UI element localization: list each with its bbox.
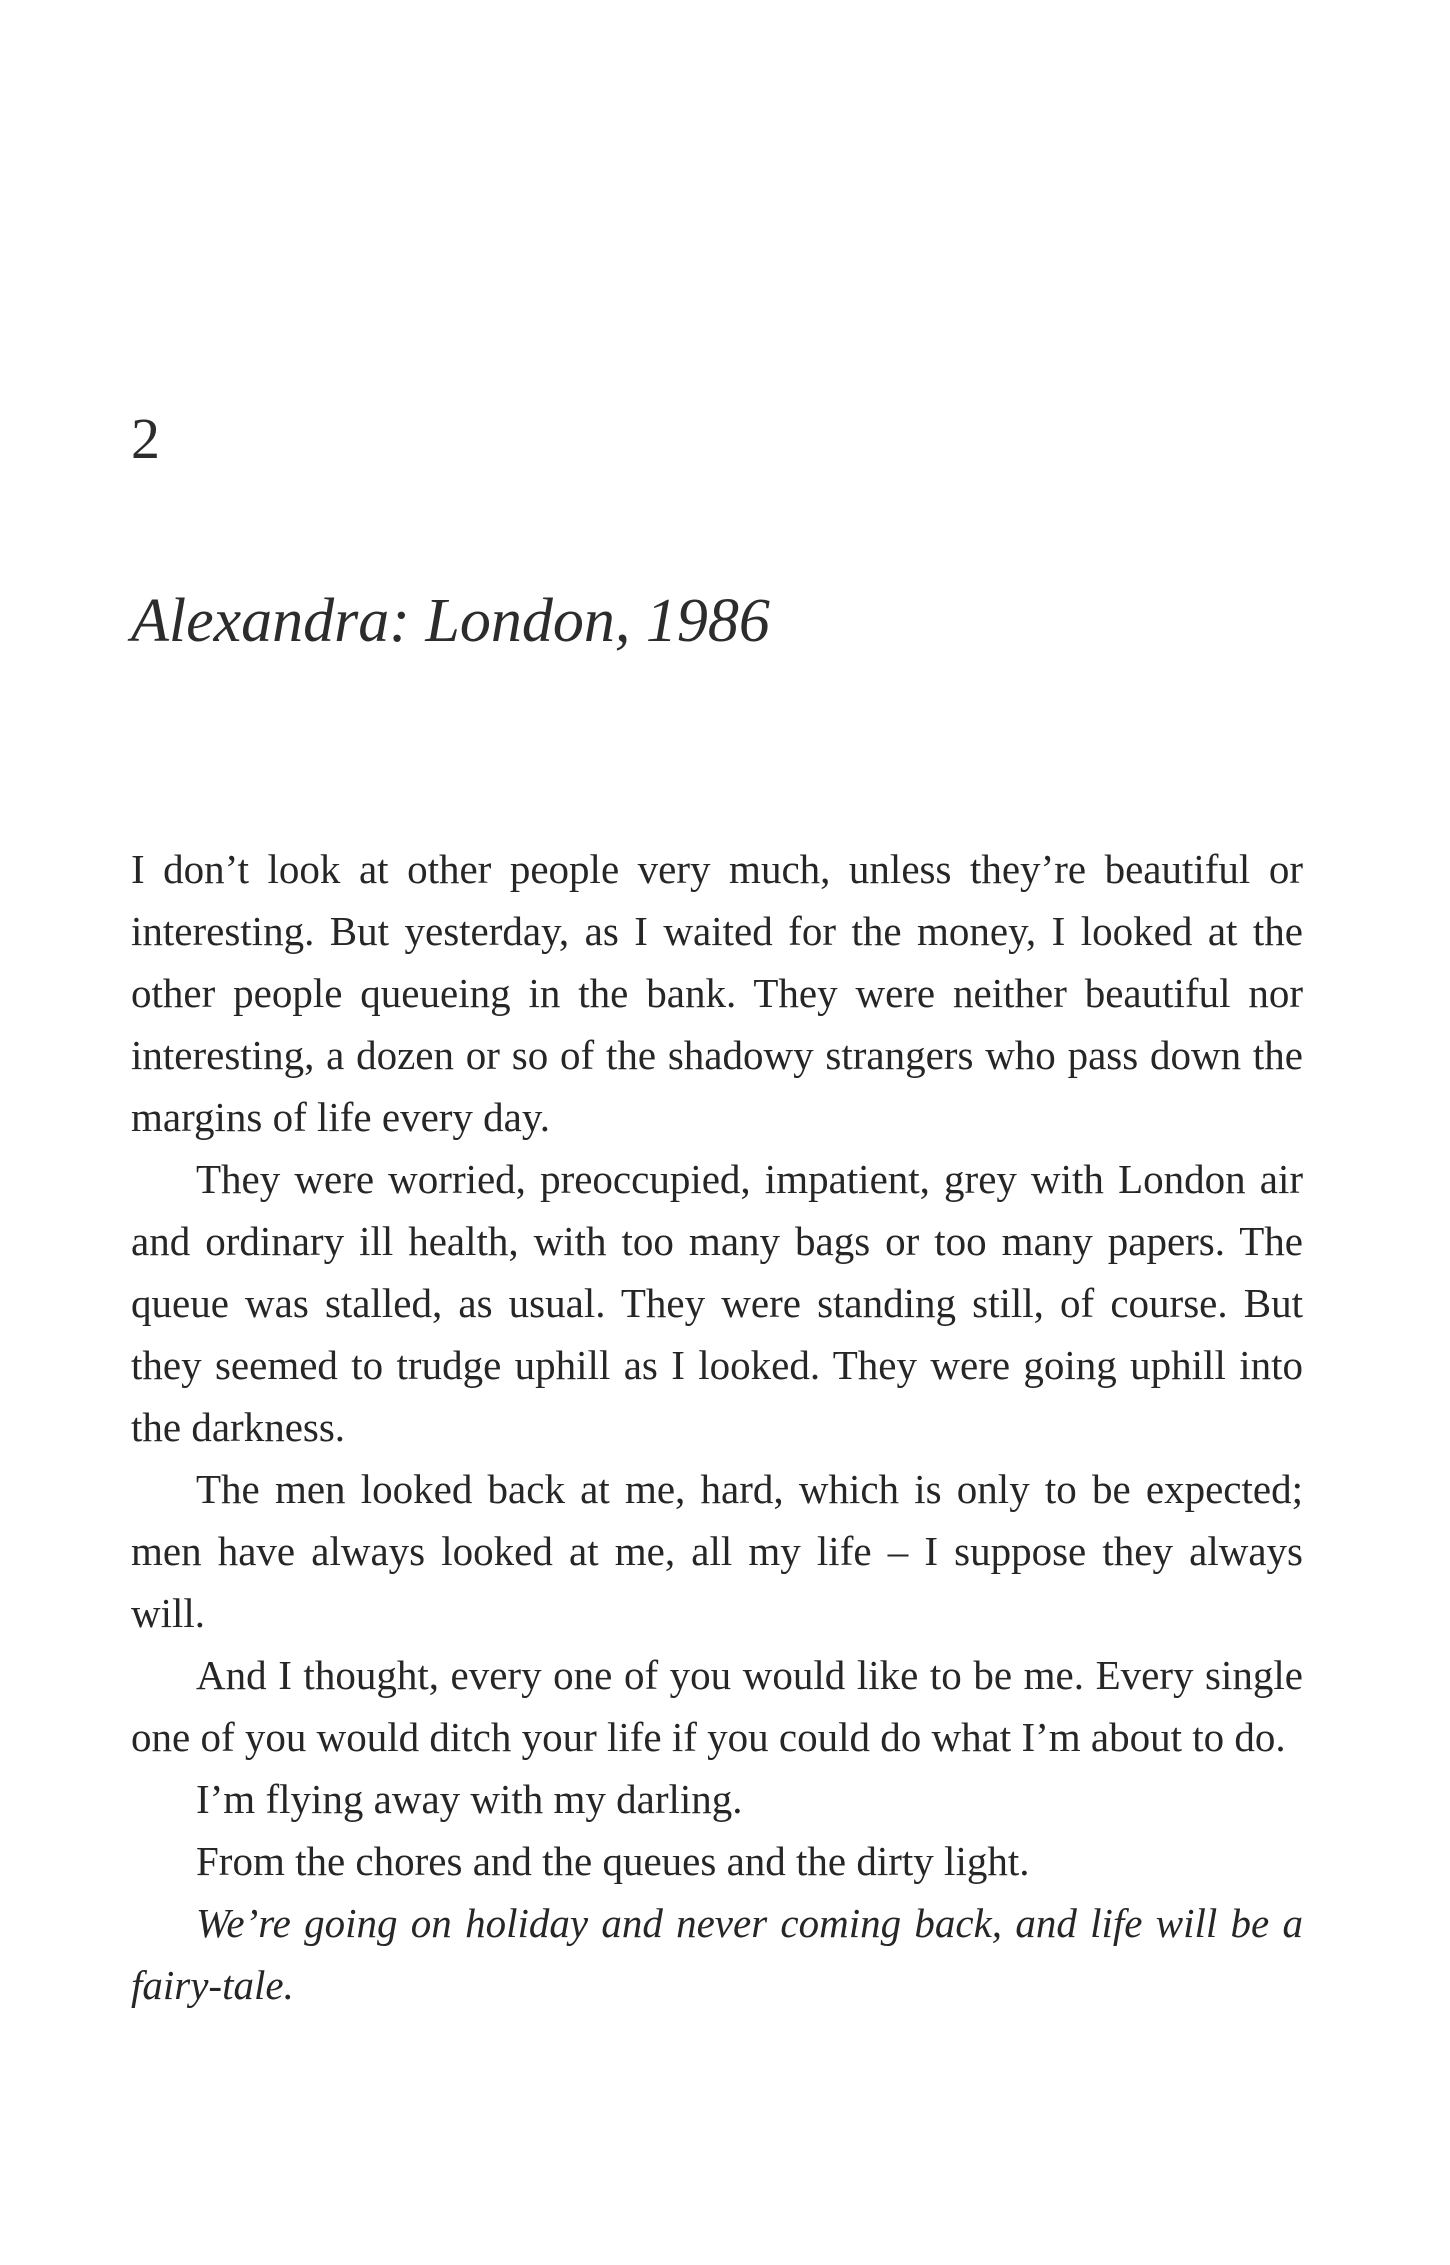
chapter-title: Alexandra: London, 1986 — [131, 587, 770, 655]
body-text — [131, 838, 1303, 2016]
paragraph: I’m flying away with my darling. — [196, 1776, 743, 1822]
paragraph: They were worried, preoccupied, impatient, grey with London air and ordinary ill health, with too many bags or too many papers. The queue was stalled, as usual. They were standing still, of course. But they seemed to trudge uphill as I looked. They were going uphill into the darkness. — [131, 1156, 1303, 1450]
paragraph-italic: We’re going on holiday and never coming back, and life will be a fairy-tale. — [131, 1900, 1303, 2008]
chapter-number: 2 — [131, 406, 160, 471]
paragraph: From the chores and the queues and the dirty light. — [196, 1838, 1030, 1884]
paragraph: I don’t look at other people very much, unless they’re beautiful or interesting. But yesterday, as I waited for the money, I looked at the other people queueing in the bank. They were neither beautiful nor interesting, a dozen or so of the shadowy strangers who pass down the margins of life every day. — [131, 846, 1303, 1140]
paragraph: The men looked back at me, hard, which is only to be expected; men have always looked at me, all my life – I suppose they always will. — [131, 1466, 1303, 1636]
paragraph: And I thought, every one of you would like to be me. Every single one of you would ditch your life if you could do what I’m about to do. — [131, 1652, 1303, 1760]
